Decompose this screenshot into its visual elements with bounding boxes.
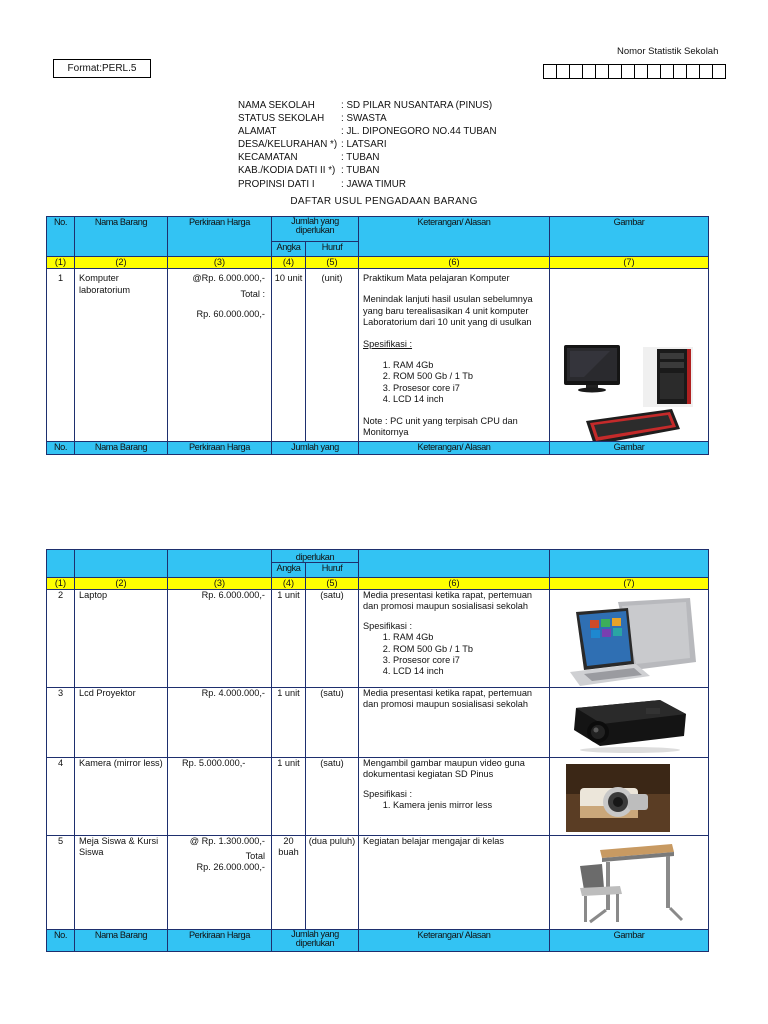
- item-description: Kegiatan belajar mengajar di kelas: [359, 836, 550, 930]
- footer-perkiraan-harga: Perkiraan Harga: [168, 930, 272, 952]
- col-number: (6): [359, 257, 550, 269]
- table-row: [47, 836, 709, 930]
- camera-icon: [566, 764, 670, 832]
- item-quantity: 1 unit: [272, 688, 306, 758]
- header-perkiraan-harga: Perkiraan Harga: [168, 217, 272, 257]
- info-row: NAMA SEKOLAH : SD PILAR NUSANTARA (PINUS): [238, 100, 493, 111]
- col-number: (7): [550, 257, 709, 269]
- footer-keterangan: Keterangan/ Alasan: [359, 930, 550, 952]
- col-number: (7): [550, 578, 709, 590]
- header-angka: Angka: [272, 242, 306, 257]
- col-number: (5): [306, 257, 359, 269]
- col-number: (1): [47, 257, 75, 269]
- npsn-label: Nomor Statistik Sekolah: [617, 46, 719, 57]
- table-row: [47, 269, 709, 442]
- item-name: Laptop: [75, 590, 168, 688]
- item-price: Rp. 5.000.000,-: [168, 758, 272, 836]
- footer-perkiraan-harga: Perkiraan Harga: [168, 442, 272, 455]
- footer-no: No.: [47, 442, 75, 455]
- header-jumlah: Jumlah yang diperlukan: [272, 217, 359, 242]
- spec-list: 1. RAM 4Gb 2. ROM 500 Gb / 1 Tb 3. Prosesor core i7 4. LCD 14 inch: [363, 360, 549, 406]
- spec-list: 1. Kamera jenis mirror less: [363, 800, 549, 811]
- col-number: (2): [75, 578, 168, 590]
- item-price: Rp. 4.000.000,-: [168, 688, 272, 758]
- header-nama-barang: Nama Barang: [75, 217, 168, 257]
- col-number: (2): [75, 257, 168, 269]
- col-number: (1): [47, 578, 75, 590]
- info-row: KECAMATAN : TUBAN: [238, 152, 380, 164]
- col-number: (5): [306, 578, 359, 590]
- col-number: (3): [168, 257, 272, 269]
- footer-nama-barang: Nama Barang: [75, 442, 168, 455]
- info-row: KAB./KODIA DATI II *) : TUBAN: [238, 165, 380, 177]
- item-quantity: 1 unit: [272, 758, 306, 836]
- footer-jumlah: Jumlah yang diperlukan: [272, 930, 359, 952]
- footer-no: No.: [47, 930, 75, 952]
- table-row: [47, 590, 709, 688]
- projector-icon: [574, 700, 686, 753]
- item-price: @Rp. 6.000.000,- Total : Rp. 60.000.000,-: [168, 269, 272, 442]
- footer-nama-barang: Nama Barang: [75, 930, 168, 952]
- school-desk-icon: [580, 844, 682, 922]
- item-price: @ Rp. 1.300.000,- Total Rp. 26.000.000,-: [168, 836, 272, 930]
- spec-label: Spesifikasi :: [363, 338, 413, 349]
- item-no: 5: [47, 836, 75, 930]
- item-description: Media presentasi ketika rapat, pertemuan dan promosi maupun sosialisasi sekolah: [359, 688, 550, 758]
- item-description: Praktikum Mata pelajaran Komputer Menindak lanjuti hasil usulan sebelumnya yang baru terealisasikan 4 unit komputer Laboratorium dari 10 unit yang di usulkan Spesifikasi : 1. RAM 4Gb 2. ROM 500 Gb / 1 Tb 3. Prosesor core i7 4. LCD 14 inch Note : PC unit yang terpisah CPU dan Monitornya: [359, 269, 550, 442]
- col-number: (4): [272, 578, 306, 590]
- footer-gambar: Gambar: [550, 442, 709, 455]
- item-quantity: 20 buah: [272, 836, 306, 930]
- spec-label: Spesifikasi :: [363, 620, 413, 631]
- item-image-cell: [550, 688, 709, 758]
- document-title: DAFTAR USUL PENGADAAN BARANG: [290, 196, 478, 207]
- item-no: 3: [47, 688, 75, 758]
- header-keterangan: Keterangan/ Alasan: [359, 217, 550, 257]
- procurement-table-1: [46, 216, 709, 455]
- header-no: No.: [47, 217, 75, 257]
- monitor-icon: [564, 345, 620, 393]
- spec-label: Spesifikasi :: [363, 788, 413, 799]
- item-quantity-words: (dua puluh): [306, 836, 359, 930]
- info-row: STATUS SEKOLAH : SWASTA: [238, 113, 387, 125]
- info-row: ALAMAT : JL. DIPONEGORO NO.44 TUBAN: [238, 126, 497, 138]
- item-name: Meja Siswa & Kursi Siswa: [75, 836, 168, 930]
- laptop-icon: [570, 598, 696, 686]
- header-huruf: Huruf: [306, 563, 359, 578]
- footer-keterangan: Keterangan/ Alasan: [359, 442, 550, 455]
- item-name: Komputer laboratorium: [75, 269, 168, 442]
- item-quantity: 1 unit: [272, 590, 306, 688]
- table-row: [47, 688, 709, 758]
- item-image-cell: [550, 836, 709, 930]
- col-number: (6): [359, 578, 550, 590]
- item-no: 1: [47, 269, 75, 442]
- item-quantity-words: (unit): [306, 269, 359, 442]
- item-image-cell: [550, 758, 709, 836]
- pc-tower-icon: [643, 347, 693, 407]
- item-image-cell: [550, 590, 709, 688]
- keyboard-icon: [586, 409, 680, 441]
- col-number: (4): [272, 257, 306, 269]
- item-quantity-words: (satu): [306, 758, 359, 836]
- procurement-table-2: [46, 549, 709, 952]
- header-gambar: Gambar: [550, 217, 709, 257]
- info-row: PROPINSI DATI I : JAWA TIMUR: [238, 178, 406, 190]
- format-label: Format:PERL.5: [53, 59, 151, 78]
- item-price: Rp. 6.000.000,-: [168, 590, 272, 688]
- npsn-boxes: [543, 64, 726, 79]
- item-no: 2: [47, 590, 75, 688]
- item-image-cell: [550, 269, 709, 442]
- table-row: [47, 758, 709, 836]
- item-quantity: 10 unit: [272, 269, 306, 442]
- footer-gambar: Gambar: [550, 930, 709, 952]
- item-name: Kamera (mirror less): [75, 758, 168, 836]
- col-number: (3): [168, 578, 272, 590]
- header-angka: Angka: [272, 563, 306, 578]
- header-huruf: Huruf: [306, 242, 359, 257]
- item-quantity-words: (satu): [306, 688, 359, 758]
- item-description: Mengambil gambar maupun video guna dokumentasi kegiatan SD Pinus Spesifikasi : 1. Kamera jenis mirror less: [359, 758, 550, 836]
- footer-jumlah: Jumlah yang: [272, 442, 359, 455]
- school-info: [238, 99, 497, 191]
- item-no: 4: [47, 758, 75, 836]
- item-name: Lcd Proyektor: [75, 688, 168, 758]
- header-jumlah: diperlukan: [272, 550, 359, 563]
- spec-list: 1. RAM 4Gb 2. ROM 500 Gb / 1 Tb 3. Prosesor core i7 4. LCD 14 inch: [363, 632, 549, 678]
- item-description: Media presentasi ketika rapat, pertemuan dan promosi maupun sosialisasi sekolah Spesifikasi : 1. RAM 4Gb 2. ROM 500 Gb / 1 Tb 3. Prosesor core i7 4. LCD 14 inch: [359, 590, 550, 688]
- info-row: DESA/KELURAHAN *) : LATSARI: [238, 139, 387, 151]
- item-quantity-words: (satu): [306, 590, 359, 688]
